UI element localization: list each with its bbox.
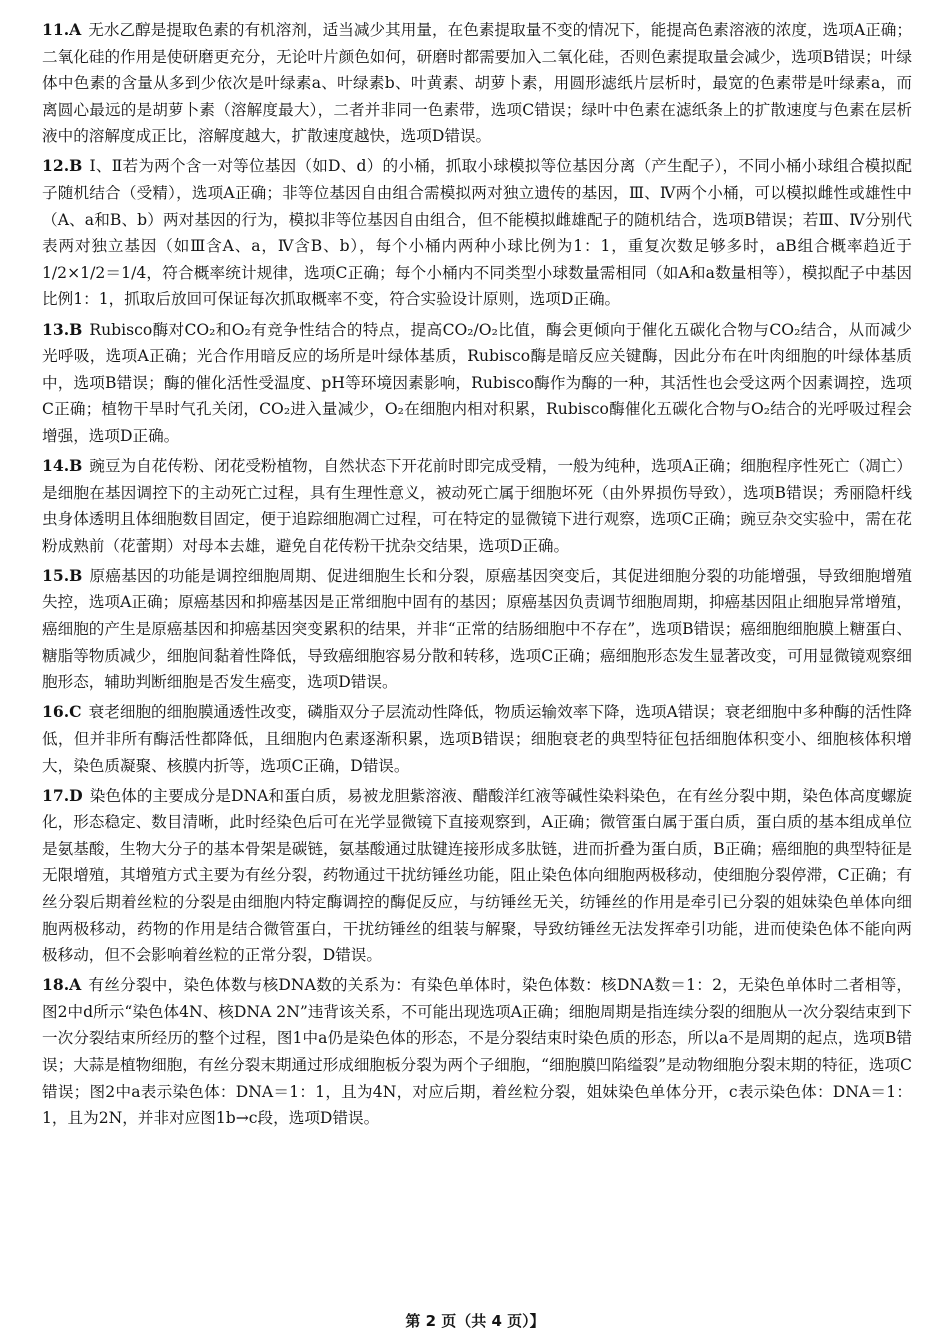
question-number: 12. <box>42 156 70 176</box>
answer-item-17 <box>42 783 912 969</box>
answer-letter: A <box>69 20 82 39</box>
explanation-text: 有丝分裂中，染色体数与核DNA数的关系为：有染色单体时，染色体数：核DNA数＝1：2，无染色单体时二者相等，图2中d所示“染色体4N、核DNA 2N”违背该关系，不可能出现选项A正确；细胞周期是指连续分裂的细胞从一次分裂结束到下一次分裂结束所经历的整个过程，图1中a仍是染色体的形态，不是分裂结束时染色质的形态，所以a不是周期的起点，选项B错误；大蒜是植物细胞，有丝分裂末期通过形成细胞板分裂为两个子细胞，“细胞膜凹陷缢裂”是动物细胞分裂末期的特征，选项C错误；图2中a表示染色体：DNA＝1：1，且为4N，对应后期，着丝粒分裂，姐妹染色单体分开，c表示染色体：DNA＝1：1，且为2N，并非对应图1b→c段，选项D错误。 <box>42 976 912 1128</box>
answer-letter: C <box>69 702 82 722</box>
explanation-text: Ⅰ、Ⅱ若为两个含一对等位基因（如D、d）的小桶，抓取小球模拟等位基因分离（产生配子），不同小桶小球组合模拟配子随机结合（受精），选项A正确；非等位基因自由组合需模拟两对独立遗传的基因，Ⅲ、Ⅳ两个小桶，可以模拟雌性或雄性中（A、a和B、b）两对基因的行为，模拟非等位基因自由组合，但不能模拟雌雄配子的随机结合，选项B错误；若Ⅲ、Ⅳ分别代表两对独立基因（如Ⅲ含A、a，Ⅳ含B、b），每个小桶内两种小球比例为1：1，重复次数足够多时，aB组合概率趋近于1/2×1/2＝1/4，符合概率统计规律，选项C正确；每个小桶内不同类型小球数量需相同（如A和a数量相等），模拟配子中基因比例1：1，抓取后放回可保证每次抓取概率不变，符合实验设计原则，选项D正确。 <box>42 157 912 309</box>
answer-item-18 <box>42 972 912 1132</box>
page-number-footer: 第 2 页（共 4 页）】 <box>405 1312 545 1330</box>
explanation-text: 豌豆为自花传粉、闭花受粉植物，自然状态下开花前时即完成受精，一般为纯种，选项A正确；细胞程序性死亡（凋亡）是细胞在基因调控下的主动死亡过程，具有生理性意义，被动死亡属于细胞坏死（由外界损伤导致），选项B错误；秀丽隐杆线虫身体透明且体细胞数目固定，便于追踪细胞凋亡过程，可在特定的显微镜下进行观察，选项C正确；豌豆杂交实验中，需在花粉成熟前（花蕾期）对母本去雄，避免自花传粉干扰杂交结果，选项D正确。 <box>42 457 912 555</box>
explanation-text: 染色体的主要成分是DNA和蛋白质，易被龙胆紫溶液、醋酸洋红液等碱性染料染色，在有丝分裂中期，染色体高度螺旋化，形态稳定、数目清晰，此时经染色后可在光学显微镜下直接观察到，A正确；微管蛋白属于蛋白质，蛋白质的基本组成单位是氨基酸，生物大分子的基本骨架是碳链，氨基酸通过肽键连接形成多肽链，进而折叠为蛋白质，B正确；癌细胞的典型特征是无限增殖，其增殖方式主要为有丝分裂，药物通过干扰纺锤丝功能，阻止染色体向细胞两极移动，使细胞分裂停滞，C正确；有丝分裂后期着丝粒的分裂是由细胞内特定酶调控的酶促反应，与纺锤丝无关，纺锤丝的作用是牵引已分裂的姐妹染色单体向细胞两极移动，药物的作用是结合微管蛋白，干扰纺锤丝的组装与解聚，导致纺锤丝无法发挥牵引功能，进而使染色体不能向两极移动，但不会影响着丝粒的正常分裂，D错误。 <box>42 786 912 965</box>
question-number: 17. <box>42 785 70 805</box>
answer-item-14 <box>42 453 912 559</box>
answer-item-11 <box>42 17 912 150</box>
explanation-text: 无水乙醇是提取色素的有机溶剂，适当减少其用量，在色素提取量不变的情况下，能提高色素溶液的浓度，选项A正确；二氧化硅的作用是使研磨更充分，无论叶片颜色如何，研磨时都需要加入二氧化硅，否则色素提取量会减少，选项B错误；叶绿体中色素的含量从多到少依次是叶绿素a、叶绿素b、叶黄素、胡萝卜素，用圆形滤纸片层析时，最宽的色素带是叶绿素a，而离圆心最远的是胡萝卜素（溶解度最大），二者并非同一色素带，选项C错误；绿叶中色素在滤纸条上的扩散速度与色素在层析液中的溶解度成正比，溶解度越大，扩散速度越快，选项D错误。 <box>42 21 912 146</box>
question-number: 13. <box>42 319 70 339</box>
answer-letter: B <box>69 565 83 585</box>
question-number: 14. <box>42 456 70 475</box>
explanation-text: 衰老细胞的细胞膜通透性改变，磷脂双分子层流动性降低，物质运输效率下降，选项A错误；衰老细胞中多种酶的活性降低，但并非所有酶活性都降低，且细胞内色素逐渐积累，选项B错误；细胞衰老的典型特征包括细胞体积变小、细胞核体积增大，染色质凝聚、核膜内折等，选项C正确，D错误。 <box>42 703 912 775</box>
answer-letter: B <box>69 319 83 339</box>
answer-letter: D <box>69 785 83 805</box>
answer-letter: B <box>69 156 83 176</box>
answer-letter: B <box>69 456 83 475</box>
answer-list <box>42 17 912 1132</box>
question-number: 16. <box>42 702 70 722</box>
answer-letter: A <box>69 975 82 995</box>
answer-item-13 <box>42 317 912 450</box>
question-number: 11. <box>42 20 70 39</box>
question-number: 18. <box>42 975 70 995</box>
question-number: 15. <box>42 565 70 585</box>
answer-item-15 <box>42 563 912 696</box>
explanation-text: 原癌基因的功能是调控细胞周期、促进细胞生长和分裂，原癌基因突变后，其促进细胞分裂的功能增强，导致细胞增殖失控，选项A正确；原癌基因和抑癌基因是正常细胞中固有的基因；原癌基因负责调节细胞周期，抑癌基因阻止细胞异常增殖，癌细胞的产生是原癌基因和抑癌基因突变累积的结果，并非“正常的结肠细胞中不存在”，选项B错误；癌细胞细胞膜上糖蛋白、糖脂等物质减少，细胞间黏着性降低，导致癌细胞容易分散和转移，选项C正确；癌细胞形态发生显著改变，可用显微镜观察细胞形态，辅助判断细胞是否发生癌变，选项D错误。 <box>42 566 912 692</box>
explanation-text: Rubisco酶对CO₂和O₂有竞争性结合的特点，提高CO₂/O₂比值，酶会更倾向于催化五碳化合物与CO₂结合，从而减少光呼吸，选项A正确；光合作用暗反应的场所是叶绿体基质，Rubisco酶是暗反应关键酶，因此分布在叶肉细胞的叶绿体基质中，选项B错误；酶的催化活性受温度、pH等环境因素影响，Rubisco酶作为酶的一种，其活性也会受这两个因素调控，选项C正确；植物干旱时气孔关闭，CO₂进入量减少，O₂在细胞内相对积累，Rubisco酶催化五碳化合物与O₂结合的光呼吸过程会增强，选项D正确。 <box>42 320 912 445</box>
answer-item-16 <box>42 699 912 779</box>
answer-item-12 <box>42 153 912 313</box>
